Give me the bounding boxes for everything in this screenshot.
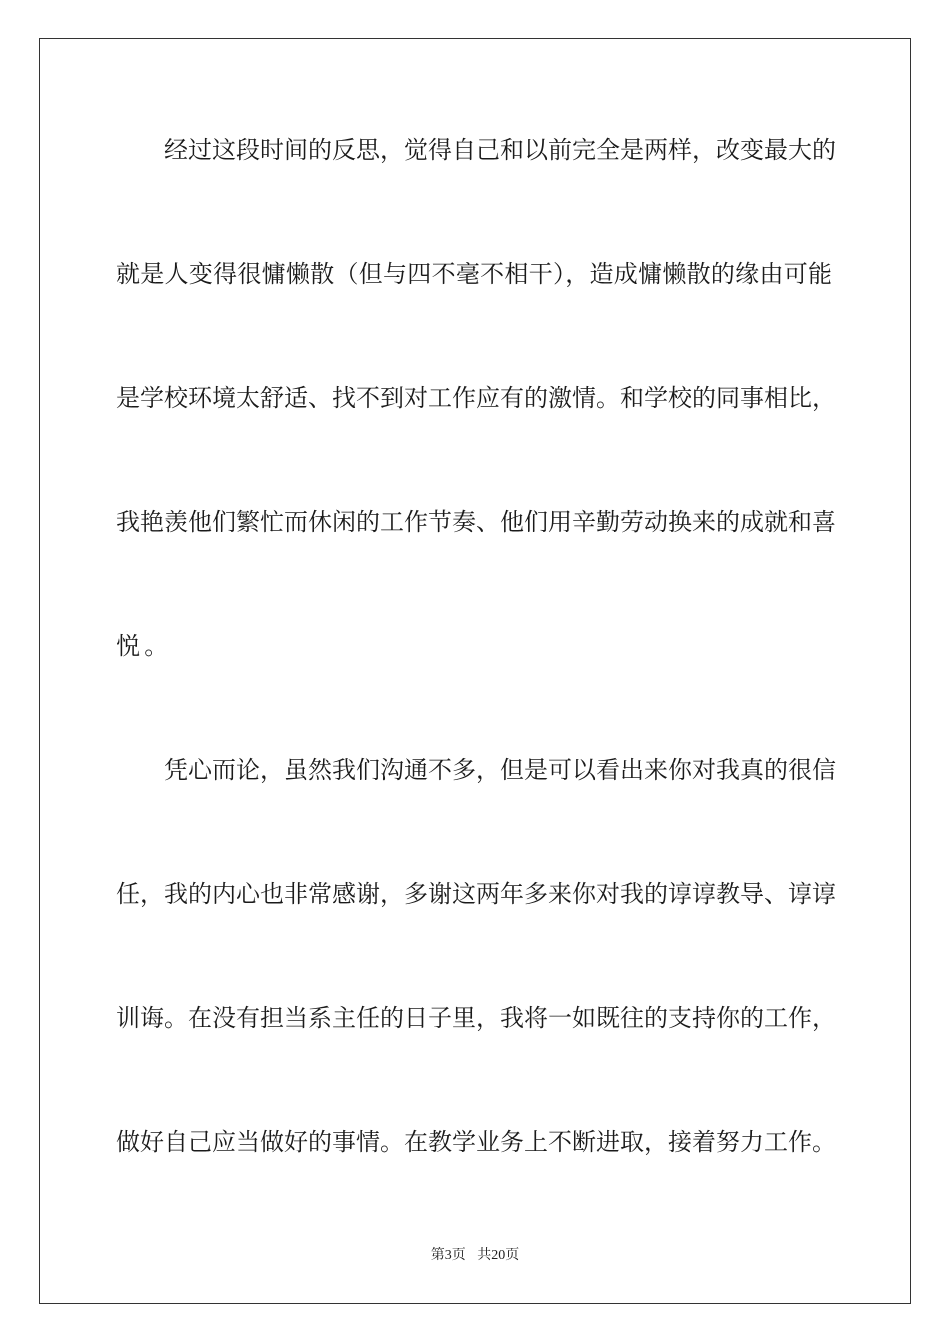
paragraph-1-line-3: 是学校环境太舒适、找不到对工作应有的激情。和学校的同事相比， (116, 384, 836, 412)
page-frame (39, 38, 911, 1304)
paragraph-1-line-1: 经过这段时间的反思，觉得自己和以前完全是两样，改变最大的 (164, 136, 836, 164)
paragraph-2-line-2: 任，我的内心也非常感谢，多谢这两年多来你对我的谆谆教导、谆谆 (116, 880, 836, 908)
paragraph-2-line-3: 训诲。在没有担当系主任的日子里，我将一如既往的支持你的工作， (116, 1004, 836, 1032)
paragraph-1-line-5: 悦。 (116, 632, 173, 660)
page-total: 共20页 (477, 1248, 520, 1263)
paragraph-2-line-1: 凭心而论，虽然我们沟通不多，但是可以看出来你对我真的很信 (164, 756, 836, 784)
paragraph-1-line-2: 就是人变得很慵懒散（但与四不毫不相干），造成慵懒散的缘由可能 (116, 260, 832, 288)
paragraph-2-line-4: 做好自己应当做好的事情。在教学业务上不断进取，接着努力工作。 (116, 1128, 836, 1156)
page-number: 第3页 (430, 1248, 466, 1263)
paragraph-1-line-4: 我艳羡他们繁忙而休闲的工作节奏、他们用辛勤劳动换来的成就和喜 (116, 508, 836, 536)
page-footer (0, 1246, 950, 1266)
